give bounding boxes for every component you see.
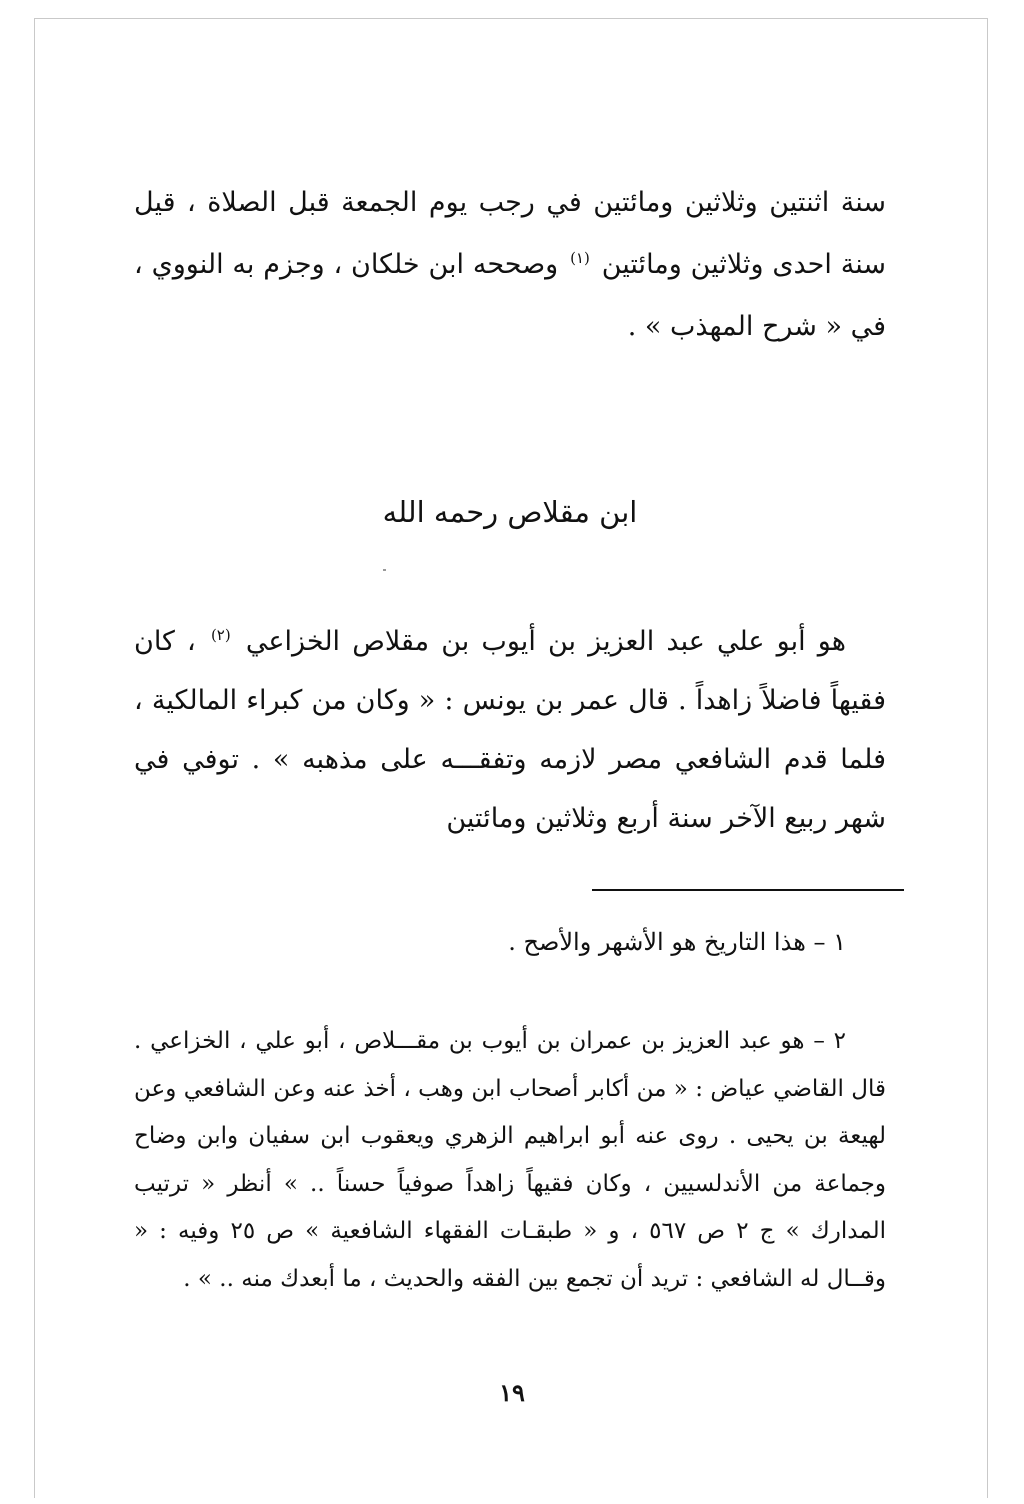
page-number: ١٩ — [499, 1378, 525, 1407]
scan-speck — [383, 569, 386, 571]
footnote-1: ١ – هذا التاريخ هو الأشهر والأصح . — [508, 928, 846, 956]
footnote-marker-1: (١) — [570, 249, 590, 267]
bio-paragraph-text-2: ، كان فقيهاً فاضلاً زاهداً . قال عمر بن يونس : « وكان من كبراء المالكية ، فلما قدم الشافعي مصر لازمه وتفقـــه على مذهبه » . توفي في شهر ربيع الآخر سنة أربع وثلاثين ومائتين — [134, 626, 886, 834]
footnote-marker-2: (٢) — [210, 626, 231, 644]
top-paragraph-text-1: سنة اثنتين وثلاثين ومائتين في رجب يوم الجمعة قبل الصلاة ، قيل سنة احدى وثلاثين ومائتين — [134, 187, 886, 280]
bio-paragraph — [134, 612, 886, 848]
footnote-divider — [592, 889, 904, 891]
top-paragraph — [134, 172, 886, 358]
top-paragraph-text-2: وصححه ابن خلكان ، وجزم به النووي ، في « شرح المهذب » . — [134, 249, 886, 342]
footnote-2: ٢ – هو عبد العزيز بن عمران بن أيوب بن مقـــلاص ، أبو علي ، الخزاعي . قال القاضي عياض : « من أكابر أصحاب ابن وهب ، أخذ عنه وعن الشافعي وعن لهيعة بن يحيى . روى عنه أبو ابراهيم الزهري ويعقوب ابن سفيان وابن وضاح وجماعة من الأندلسيين ، وكان فقيهاً زاهداً صوفياً حسناً .. » أنظر « ترتيب المدارك » ج ٢ ص ٥٦٧ ، و « طبقـات الفقهاء الشافعية » ص ٢٥ وفيه : « وقــال له الشافعي : تريد أن تجمع بين الفقه والحديث ، ما أبعدك منه .. » . — [134, 1028, 886, 1292]
bio-paragraph-text-1: هو أبو علي عبد العزيز بن أيوب بن مقلاص الخزاعي — [245, 626, 846, 657]
section-heading: ابن مقلاص رحمه الله — [382, 495, 638, 529]
